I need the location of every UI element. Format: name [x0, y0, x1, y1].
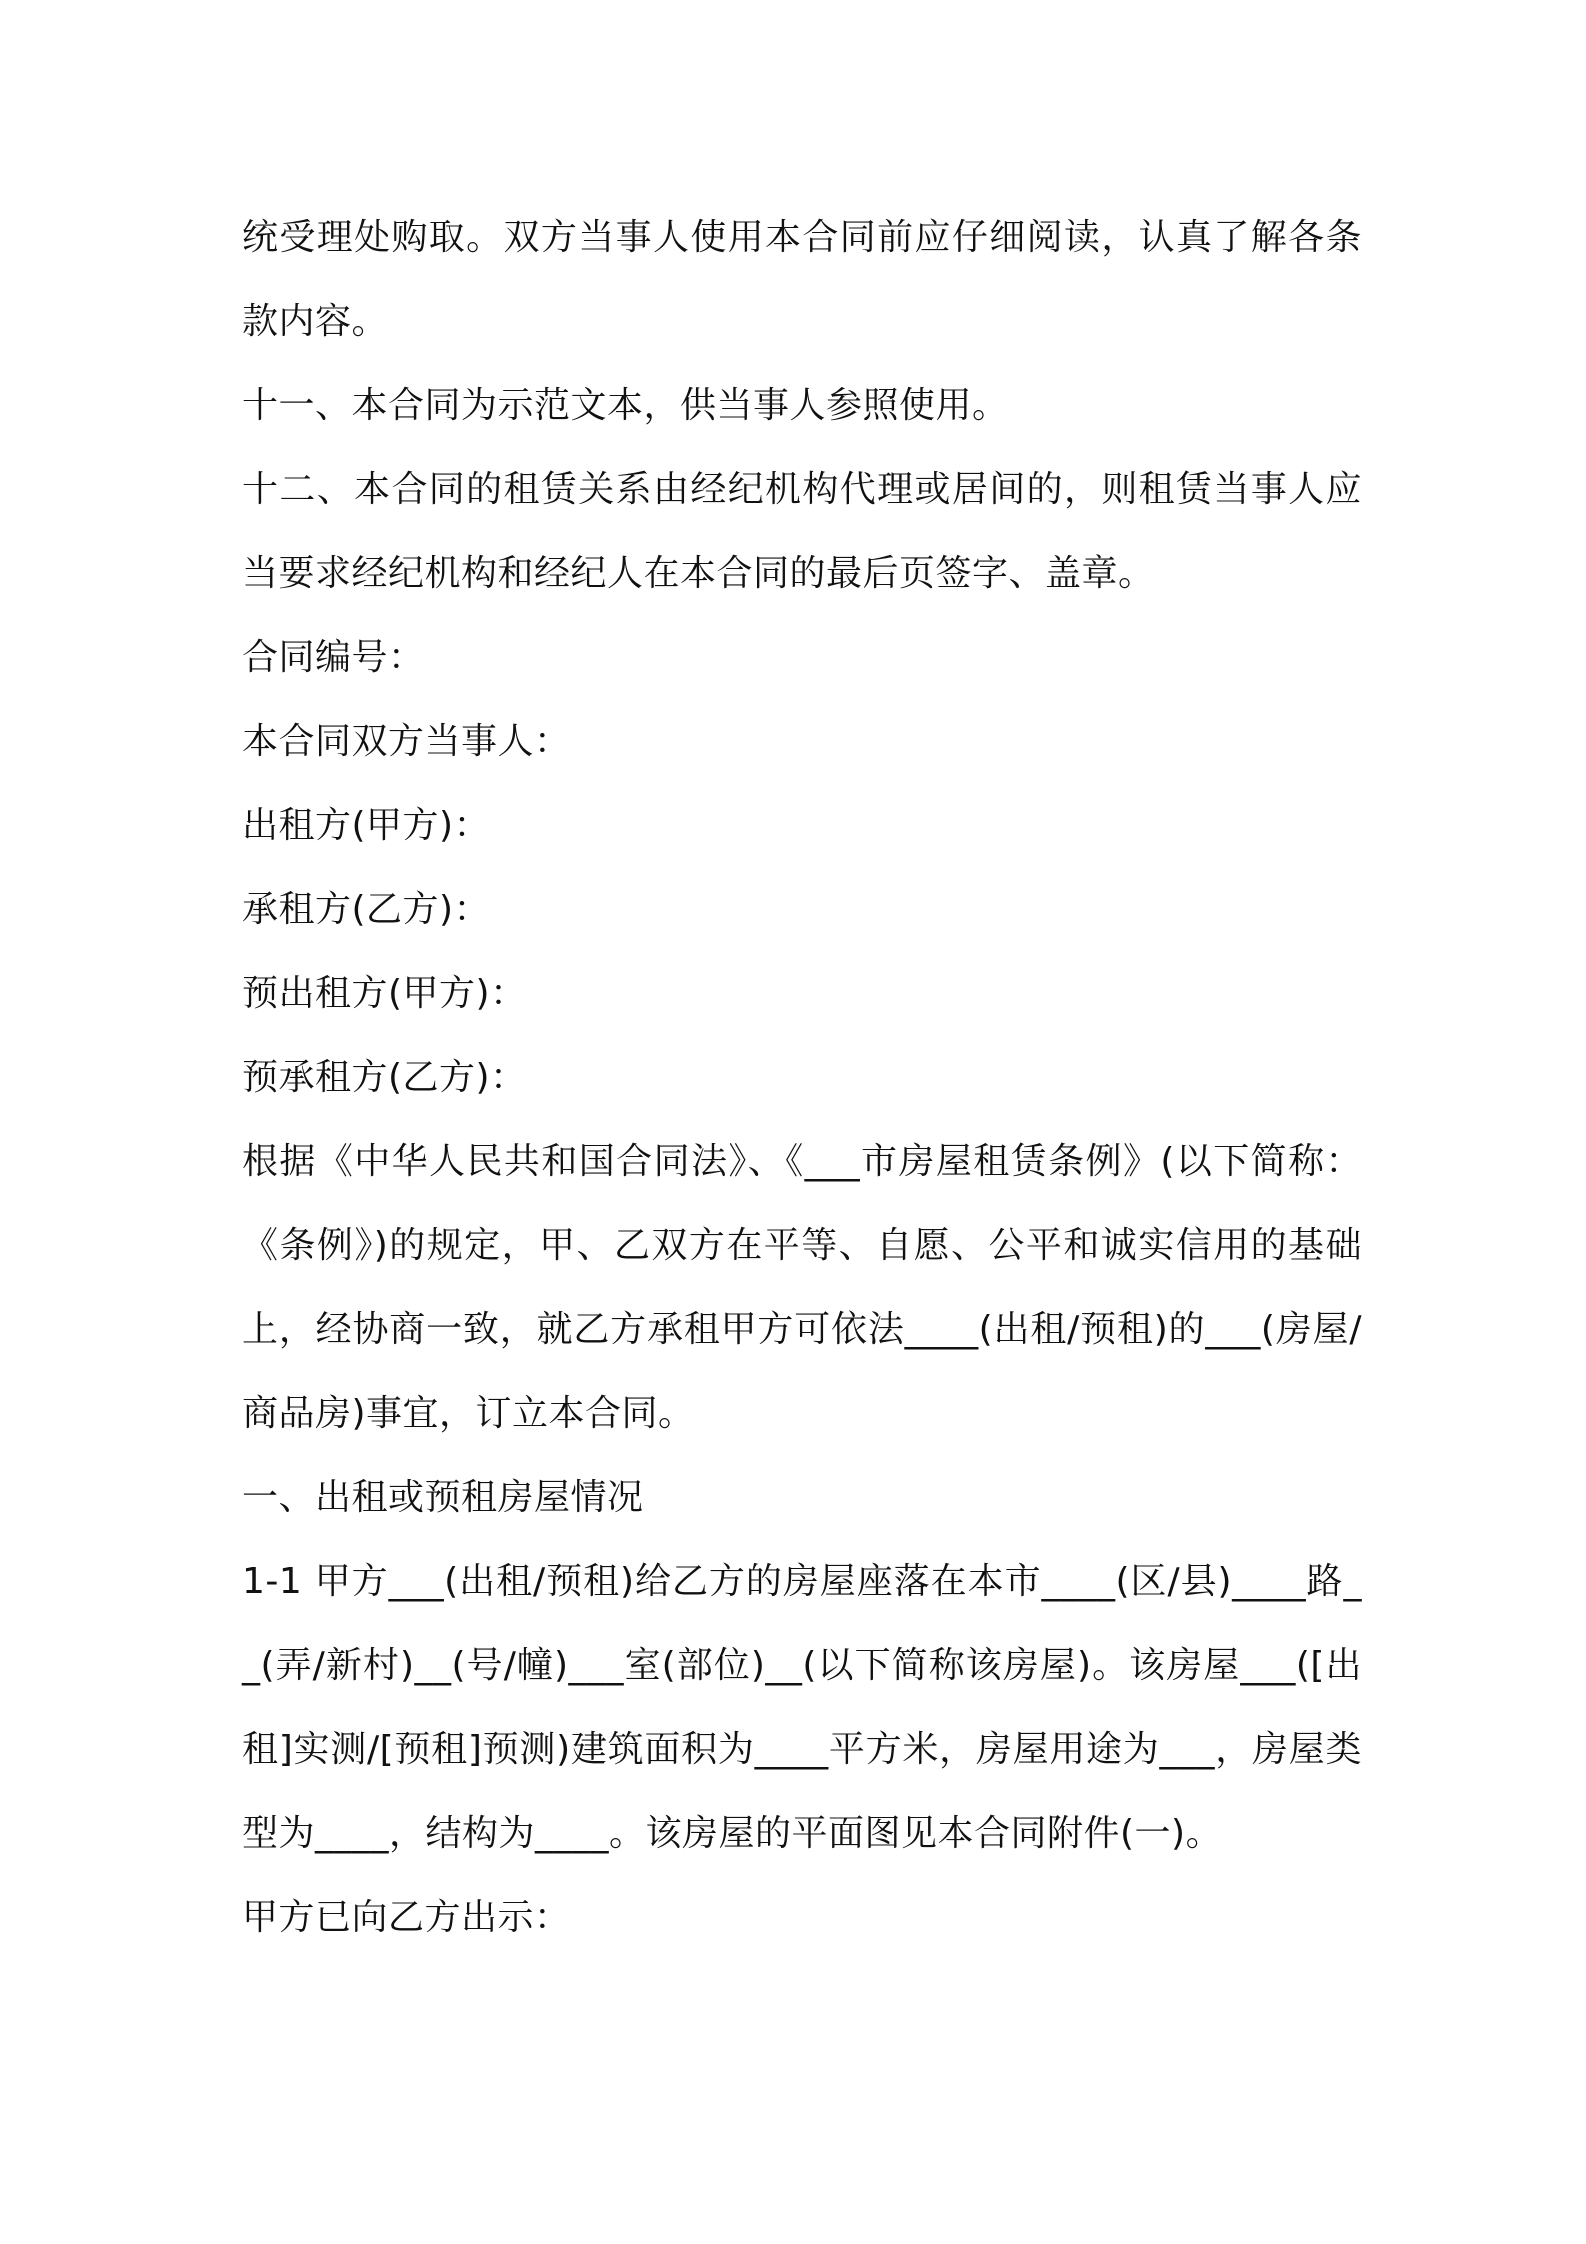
contract-number-label: 合同编号： [242, 637, 425, 678]
paragraph-clause-11: 十一、本合同为示范文本，供当事人参照使用。 [242, 385, 1009, 426]
parties-heading: 本合同双方当事人： [242, 721, 571, 762]
section-heading-1: 一、出租或预租房屋情况 [242, 1477, 644, 1518]
paragraph-purchase-note: 统受理处购取。双方当事人使用本合同前应仔细阅读，认真了解各条款内容。 [242, 217, 1362, 342]
pre-lessee-label: 预承租方(乙方)： [242, 1057, 527, 1098]
pre-lessor-label: 预出租方(甲方)： [242, 973, 527, 1014]
paragraph-clause-1-1: 1-1 甲方___(出租/预租)给乙方的房屋座落在本市____(区/县)____路__(弄/新村)__(号/幢)___室(部位)__(以下简称该房屋)。该房屋___([出租]实测/[预租]预测)建筑面积为____平方米，房屋用途为___，房屋类型为____，结构为____。该房屋的平面图见本合同附件(一)。 [242, 1561, 1362, 1854]
document-body [242, 196, 1362, 1960]
lessee-label: 承租方(乙方)： [242, 889, 491, 930]
paragraph-shown-documents: 甲方已向乙方出示： [242, 1897, 571, 1938]
lessor-label: 出租方(甲方)： [242, 805, 491, 846]
paragraph-clause-12: 十二、本合同的租赁关系由经纪机构代理或居间的，则租赁当事人应当要求经纪机构和经纪人在本合同的最后页签字、盖章。 [242, 469, 1362, 594]
paragraph-legal-basis: 根据《中华人民共和国合同法》、《___市房屋租赁条例》(以下简称：《条例》)的规定，甲、乙双方在平等、自愿、公平和诚实信用的基础上，经协商一致，就乙方承租甲方可依法____(出租/预租)的___(房屋/商品房)事宜，订立本合同。 [242, 1141, 1362, 1434]
